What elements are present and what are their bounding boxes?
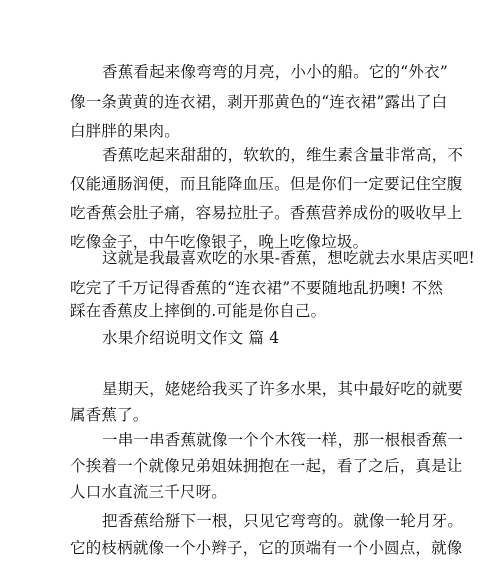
paragraph-line: 香蕉看起来像弯弯的月亮，小小的船。它的“外衣” xyxy=(102,63,448,81)
paragraph-line: 吃香蕉会肚子痛，容易拉肚子。香蕉营养成份的吸收早上 xyxy=(70,204,463,222)
paragraph-line: 它的枝柄就像一个小辫子，它的顶端有一个小圆点，就像 xyxy=(70,539,463,557)
paragraph-line: 吃像金子，中午吃像银子，晚上吃像垃圾。 xyxy=(70,233,369,251)
paragraph-line: 这就是我最喜欢吃的水果-香蕉，想吃就去水果店买吧! xyxy=(102,249,475,267)
paragraph-line: 像一条黄黄的连衣裙，剥开那黄色的“连衣裙”露出了白 xyxy=(70,93,448,111)
paragraph-line: 仅能通肠润便，而且能降血压。但是你们一定要记住空腹 xyxy=(70,175,463,193)
paragraph-line: 踩在香蕉皮上摔倒的.可能是你自己。 xyxy=(70,302,327,320)
paragraph-line: 香蕉吃起来甜甜的，软软的，维生素含量非常高，不 xyxy=(102,146,464,164)
paragraph-line: 一串一串香蕉就像一个个木筏一样，那一根根香蕉一 xyxy=(102,431,464,449)
paragraph-line: 个挨着一个就像兄弟姐妹拥抱在一起，看了之后，真是让 xyxy=(70,457,463,475)
paragraph-line: 人口水直流三千尺呀。 xyxy=(70,483,228,501)
paragraph-line: 把香蕉给掰下一根，只见它弯弯的。就像一轮月牙。 xyxy=(102,512,464,530)
paragraph-line: 白胖胖的果肉。 xyxy=(70,122,180,140)
paragraph-line: 星期天，姥姥给我买了许多水果，其中最好吃的就要 xyxy=(102,380,464,398)
paragraph-line: 吃完了千万记得香蕉的“连衣裙”不要随地乱扔噢! 不然 xyxy=(70,279,444,297)
section-heading: 水果介绍说明文作文 篇 4 xyxy=(102,329,280,347)
paragraph-line: 属香蕉了。 xyxy=(70,406,149,424)
